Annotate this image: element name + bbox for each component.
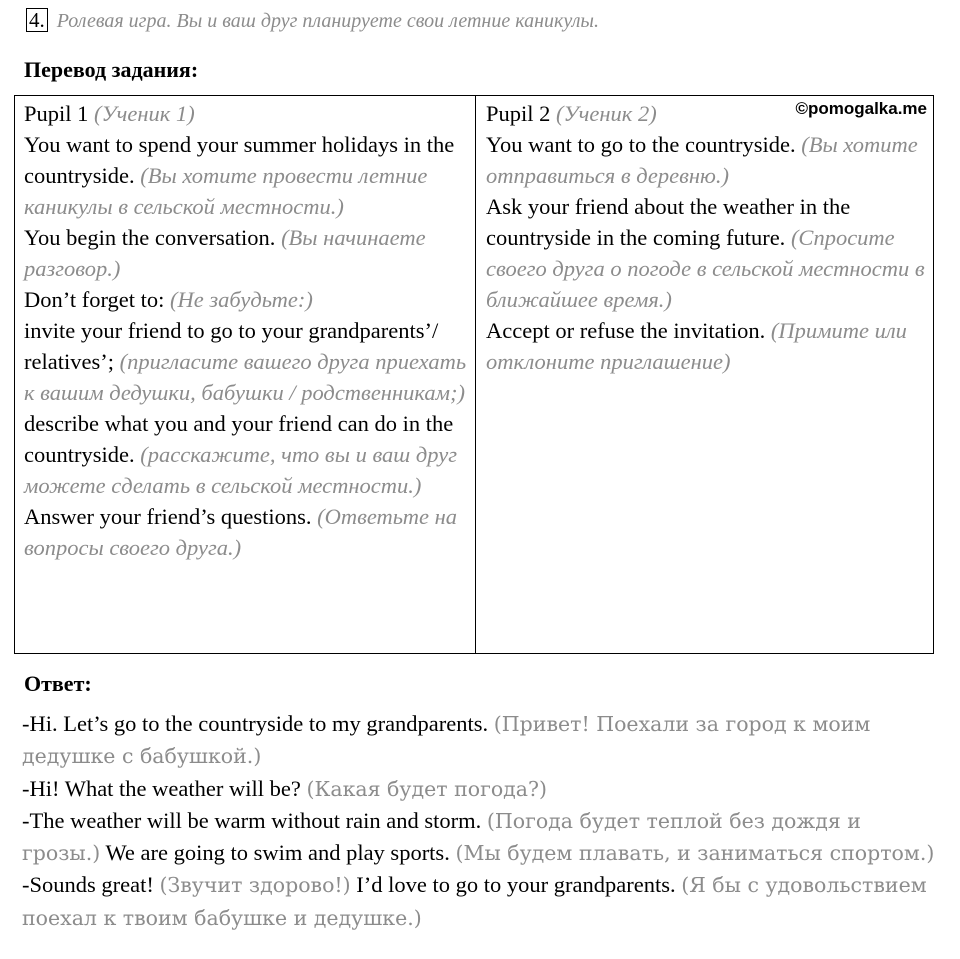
pupil2-name: Pupil 2 bbox=[486, 101, 551, 126]
pupil1-name-translation: (Ученик 1) bbox=[94, 101, 195, 126]
pupil2-instruction-2 bbox=[486, 191, 927, 315]
pupil1-line4-translation: (пригласите вашего друга приехать к вашим дедушки, бабушки / родственникам;) bbox=[24, 349, 467, 405]
answer-dialogue bbox=[22, 708, 942, 934]
dialogue-line-3-ru: (Погода будет теплой без дождя и грозы.) bbox=[22, 808, 861, 866]
dialogue-line-1 bbox=[22, 708, 942, 773]
pupil2-instruction-1 bbox=[486, 129, 927, 191]
task-instruction: Ролевая игра. Вы и ваш друг планируете свои летние каникулы. bbox=[56, 10, 599, 32]
translation-heading: Перевод задания: bbox=[24, 57, 199, 82]
dialogue-line-4-en: -Sounds great! bbox=[22, 872, 154, 898]
dialogue-line-3-en: -The weather will be warm without rain and storm. bbox=[22, 807, 482, 833]
dialogue-line-1-ru: (Привет! Поехали за город к моим дедушке с бабушкой.) bbox=[22, 712, 871, 769]
dialogue-line-4-en-2: I’d love to go to your grandparents. bbox=[356, 872, 676, 898]
dialogue-line-4-ru: (Звучит здорово!) bbox=[159, 873, 351, 898]
pupil1-title bbox=[24, 98, 469, 129]
pupil1-instruction-5 bbox=[24, 408, 469, 501]
pupil1-line6-text: Answer your friend’s questions. bbox=[24, 504, 312, 529]
pupil2-line3-text: Accept or refuse the invitation. bbox=[486, 318, 766, 343]
pupil1-line3-text: Don’t forget to: bbox=[24, 287, 165, 312]
pupil1-line4-text: invite your friend to go to your grandparents’/ relatives’; bbox=[24, 318, 439, 374]
pupil2-line2-translation: (Спросите своего друга о погоде в сельской местности в ближайшее время.) bbox=[486, 225, 925, 312]
dialogue-line-3-ru-2: (Мы будем плавать, и заниматься спортом.) bbox=[455, 841, 935, 866]
pupil2-line2-text: Ask your friend about the weather in the countryside in the coming future. bbox=[486, 194, 851, 250]
dialogue-line-2-ru: (Какая будет погода?) bbox=[306, 776, 547, 801]
dialogue-line-3-en-2: We are going to swim and play sports. bbox=[105, 840, 450, 866]
pupil1-instruction-6 bbox=[24, 501, 469, 563]
pupil1-line5-translation: (расскажите, что вы и ваш друг можете сделать в сельской местности.) bbox=[24, 442, 458, 498]
pupil2-line3-translation: (Примите или отклоните приглашение) bbox=[486, 318, 907, 374]
pupil2-line1-text: You want to go to the countryside. bbox=[486, 132, 796, 157]
pupil2-cell bbox=[476, 96, 933, 653]
dialogue-line-2-en: -Hi! What the weather will be? bbox=[22, 775, 301, 801]
dialogue-line-1-en: -Hi. Let’s go to the countryside to my grandparents. bbox=[22, 711, 489, 736]
watermark: ©pomogalka.me bbox=[795, 99, 927, 118]
pupil1-instruction-1 bbox=[24, 129, 469, 222]
roles-table bbox=[14, 95, 934, 654]
pupil1-name: Pupil 1 bbox=[24, 101, 89, 126]
pupil1-line3-translation: (Не забудьте:) bbox=[170, 287, 313, 312]
answer-heading: Ответ: bbox=[24, 671, 92, 696]
pupil1-line2-translation: (Вы начинаете разговор.) bbox=[24, 225, 426, 281]
dialogue-line-4-ru-2: (Я бы с удовольствием поехал к твоим бабушке и дедушке.) bbox=[22, 873, 927, 930]
dialogue-line-3 bbox=[22, 805, 942, 870]
dialogue-line-4 bbox=[22, 869, 942, 934]
pupil1-line5-text: describe what you and your friend can do in the countryside. bbox=[24, 411, 454, 467]
pupil1-instruction-3 bbox=[24, 284, 469, 315]
pupil1-line6-translation: (Ответьте на вопросы своего друга.) bbox=[24, 504, 458, 560]
task-number: 4. bbox=[26, 8, 48, 32]
pupil1-instruction-2 bbox=[24, 222, 469, 284]
pupil1-line1-translation: (Вы хотите провести летние каникулы в сельской местности.) bbox=[24, 163, 428, 219]
dialogue-line-2 bbox=[22, 773, 942, 805]
pupil2-name-translation: (Ученик 2) bbox=[556, 101, 657, 126]
pupil1-instruction-4 bbox=[24, 315, 469, 408]
pupil2-instruction-3 bbox=[486, 315, 927, 377]
pupil1-line2-text: You begin the conversation. bbox=[24, 225, 276, 250]
task-header bbox=[26, 8, 599, 34]
pupil1-line1-text: You want to spend your summer holidays in the countryside. bbox=[24, 132, 455, 188]
pupil1-cell bbox=[15, 96, 476, 653]
pupil2-line1-translation: (Вы хотите отправиться в деревню.) bbox=[486, 132, 918, 188]
